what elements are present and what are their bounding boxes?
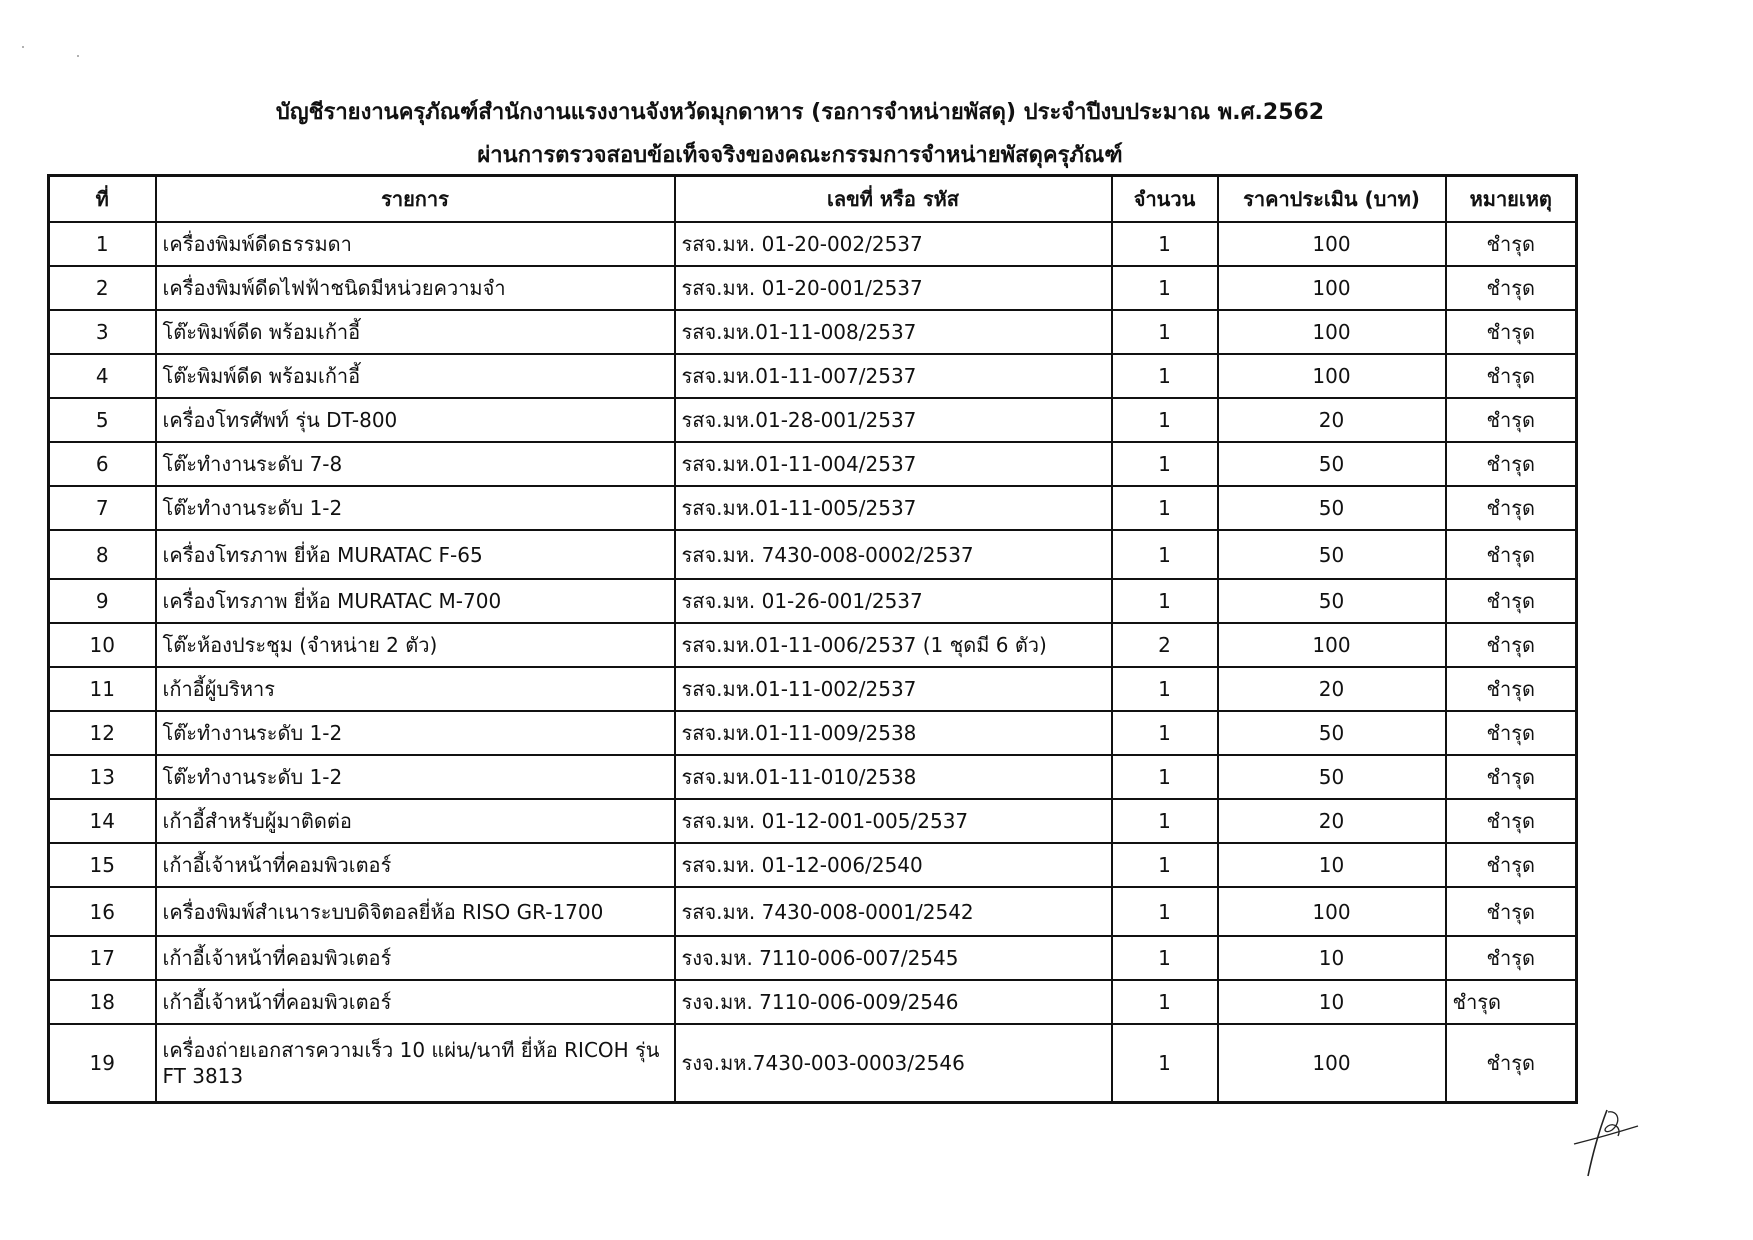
table-row: [49, 398, 1577, 442]
row-quantity: 1: [1112, 980, 1218, 1024]
col-header-qty: จำนวน: [1112, 176, 1218, 223]
document-subtitle: ผ่านการตรวจสอบข้อเท็จจริงของคณะกรรมการจำหน่ายพัสดุครุภัณฑ์: [477, 143, 1123, 168]
row-quantity: 1: [1112, 755, 1218, 799]
row-price: 50: [1218, 486, 1446, 530]
row-price: 20: [1218, 667, 1446, 711]
row-note: ชำรุด: [1446, 711, 1577, 755]
row-code: รสจ.มห. 7430-008-0001/2542: [675, 887, 1112, 936]
row-price: 100: [1218, 887, 1446, 936]
row-note: ชำรุด: [1446, 310, 1577, 354]
table-row: [49, 354, 1577, 398]
table-row: [49, 530, 1577, 579]
table-row: [49, 799, 1577, 843]
table-body: [49, 222, 1577, 1103]
col-header-no: ที่: [49, 176, 156, 223]
row-item: เครื่องถ่ายเอกสารความเร็ว 10 แผ่น/นาที ยี่ห้อ RICOH รุ่น FT 3813: [156, 1024, 675, 1103]
row-number: 5: [49, 398, 156, 442]
row-price: 50: [1218, 579, 1446, 623]
scan-speck: [22, 46, 24, 48]
row-quantity: 1: [1112, 667, 1218, 711]
row-item: โต๊ะพิมพ์ดีด พร้อมเก้าอี้: [156, 354, 675, 398]
row-price: 100: [1218, 222, 1446, 266]
row-price: 50: [1218, 442, 1446, 486]
row-code: รสจ.มห.01-11-006/2537 (1 ชุดมี 6 ตัว): [675, 623, 1112, 667]
row-number: 6: [49, 442, 156, 486]
row-quantity: 1: [1112, 530, 1218, 579]
row-quantity: 1: [1112, 442, 1218, 486]
row-note: ชำรุด: [1446, 486, 1577, 530]
row-quantity: 1: [1112, 799, 1218, 843]
row-quantity: 1: [1112, 579, 1218, 623]
document-title: บัญชีรายงานครุภัณฑ์สำนักงานแรงงานจังหวัดมุกดาหาร (รอการจำหน่ายพัสดุ) ประจำปีงบประมาณ พ.ศ.2562: [275, 100, 1325, 125]
row-code: รสจ.มห.01-11-002/2537: [675, 667, 1112, 711]
row-item: เครื่องโทรศัพท์ รุ่น DT-800: [156, 398, 675, 442]
signature-mark: [1572, 1100, 1642, 1180]
row-quantity: 1: [1112, 222, 1218, 266]
row-code: รสจ.มห.01-28-001/2537: [675, 398, 1112, 442]
row-price: 100: [1218, 354, 1446, 398]
table-row: [49, 667, 1577, 711]
row-price: 100: [1218, 310, 1446, 354]
row-note: ชำรุด: [1446, 579, 1577, 623]
row-price: 100: [1218, 1024, 1446, 1103]
table-row: [49, 887, 1577, 936]
row-quantity: 1: [1112, 711, 1218, 755]
row-code: รสจ.มห.01-11-009/2538: [675, 711, 1112, 755]
table-row: [49, 442, 1577, 486]
row-note: ชำรุด: [1446, 530, 1577, 579]
row-code: รสจ.มห.01-11-005/2537: [675, 486, 1112, 530]
row-item: เก้าอี้เจ้าหน้าที่คอมพิวเตอร์: [156, 936, 675, 980]
row-code: รสจ.มห.01-11-010/2538: [675, 755, 1112, 799]
row-number: 2: [49, 266, 156, 310]
row-note: ชำรุด: [1446, 799, 1577, 843]
table-row: [49, 579, 1577, 623]
row-note: ชำรุด: [1446, 667, 1577, 711]
row-item: เก้าอี้สำหรับผู้มาติดต่อ: [156, 799, 675, 843]
row-number: 1: [49, 222, 156, 266]
row-note: ชำรุด: [1446, 936, 1577, 980]
row-number: 11: [49, 667, 156, 711]
row-quantity: 1: [1112, 936, 1218, 980]
row-item: โต๊ะพิมพ์ดีด พร้อมเก้าอี้: [156, 310, 675, 354]
row-number: 10: [49, 623, 156, 667]
row-number: 4: [49, 354, 156, 398]
row-number: 3: [49, 310, 156, 354]
row-number: 19: [49, 1024, 156, 1103]
table-row: [49, 936, 1577, 980]
row-quantity: 1: [1112, 266, 1218, 310]
row-price: 100: [1218, 623, 1446, 667]
row-item: เครื่องโทรภาพ ยี่ห้อ MURATAC M-700: [156, 579, 675, 623]
row-number: 16: [49, 887, 156, 936]
table-row: [49, 623, 1577, 667]
col-header-code: เลขที่ หรือ รหัส: [675, 176, 1112, 223]
row-price: 10: [1218, 980, 1446, 1024]
row-quantity: 1: [1112, 1024, 1218, 1103]
row-note: ชำรุด: [1446, 887, 1577, 936]
row-quantity: 1: [1112, 486, 1218, 530]
row-item: เครื่องโทรภาพ ยี่ห้อ MURATAC F-65: [156, 530, 675, 579]
row-code: รสจ.มห. 01-12-006/2540: [675, 843, 1112, 887]
row-item: เก้าอี้เจ้าหน้าที่คอมพิวเตอร์: [156, 980, 675, 1024]
row-price: 10: [1218, 936, 1446, 980]
row-code: รสจ.มห. 01-20-001/2537: [675, 266, 1112, 310]
row-code: รสจ.มห. 01-20-002/2537: [675, 222, 1112, 266]
col-header-price: ราคาประเมิน (บาท): [1218, 176, 1446, 223]
table-row: [49, 980, 1577, 1024]
row-code: รงจ.มห.7430-003-0003/2546: [675, 1024, 1112, 1103]
table-row: [49, 266, 1577, 310]
row-price: 20: [1218, 398, 1446, 442]
table-row: [49, 1024, 1577, 1103]
row-note: ชำรุด: [1446, 623, 1577, 667]
asset-disposal-table: [47, 174, 1578, 1104]
row-note: ชำรุด: [1446, 755, 1577, 799]
row-code: รสจ.มห. 01-12-001-005/2537: [675, 799, 1112, 843]
row-price: 50: [1218, 711, 1446, 755]
row-price: 100: [1218, 266, 1446, 310]
row-code: รสจ.มห.01-11-008/2537: [675, 310, 1112, 354]
row-item: เครื่องพิมพ์สำเนาระบบดิจิตอลยี่ห้อ RISO GR-1700: [156, 887, 675, 936]
col-header-item: รายการ: [156, 176, 675, 223]
row-code: รสจ.มห. 7430-008-0002/2537: [675, 530, 1112, 579]
row-item: โต๊ะห้องประชุม (จำหน่าย 2 ตัว): [156, 623, 675, 667]
row-code: รสจ.มห.01-11-007/2537: [675, 354, 1112, 398]
table-row: [49, 711, 1577, 755]
row-price: 50: [1218, 755, 1446, 799]
table-row: [49, 755, 1577, 799]
row-note: ชำรุด: [1446, 442, 1577, 486]
row-note: ชำรุด: [1446, 980, 1577, 1024]
row-note: ชำรุด: [1446, 1024, 1577, 1103]
row-code: รงจ.มห. 7110-006-007/2545: [675, 936, 1112, 980]
row-number: 18: [49, 980, 156, 1024]
row-item: เก้าอี้ผู้บริหาร: [156, 667, 675, 711]
scan-speck: [77, 55, 79, 57]
table-row: [49, 843, 1577, 887]
row-item: เก้าอี้เจ้าหน้าที่คอมพิวเตอร์: [156, 843, 675, 887]
row-quantity: 1: [1112, 887, 1218, 936]
row-item: โต๊ะทำงานระดับ 1-2: [156, 711, 675, 755]
row-note: ชำรุด: [1446, 222, 1577, 266]
row-price: 20: [1218, 799, 1446, 843]
row-quantity: 1: [1112, 843, 1218, 887]
row-number: 17: [49, 936, 156, 980]
row-item: เครื่องพิมพ์ดีดธรรมดา: [156, 222, 675, 266]
row-number: 15: [49, 843, 156, 887]
table-header-row: [49, 176, 1577, 223]
row-quantity: 2: [1112, 623, 1218, 667]
row-item: โต๊ะทำงานระดับ 1-2: [156, 755, 675, 799]
row-note: ชำรุด: [1446, 843, 1577, 887]
row-item: โต๊ะทำงานระดับ 1-2: [156, 486, 675, 530]
table-row: [49, 222, 1577, 266]
row-code: รงจ.มห. 7110-006-009/2546: [675, 980, 1112, 1024]
row-quantity: 1: [1112, 398, 1218, 442]
table-row: [49, 310, 1577, 354]
row-item: เครื่องพิมพ์ดีดไฟฟ้าชนิดมีหน่วยความจำ: [156, 266, 675, 310]
row-item: โต๊ะทำงานระดับ 7-8: [156, 442, 675, 486]
row-code: รสจ.มห. 01-26-001/2537: [675, 579, 1112, 623]
row-number: 14: [49, 799, 156, 843]
table-row: [49, 486, 1577, 530]
row-note: ชำรุด: [1446, 398, 1577, 442]
col-header-note: หมายเหตุ: [1446, 176, 1577, 223]
row-note: ชำรุด: [1446, 354, 1577, 398]
row-note: ชำรุด: [1446, 266, 1577, 310]
row-price: 50: [1218, 530, 1446, 579]
row-number: 13: [49, 755, 156, 799]
row-number: 12: [49, 711, 156, 755]
row-number: 9: [49, 579, 156, 623]
row-price: 10: [1218, 843, 1446, 887]
row-number: 8: [49, 530, 156, 579]
row-code: รสจ.มห.01-11-004/2537: [675, 442, 1112, 486]
row-quantity: 1: [1112, 354, 1218, 398]
row-number: 7: [49, 486, 156, 530]
row-quantity: 1: [1112, 310, 1218, 354]
